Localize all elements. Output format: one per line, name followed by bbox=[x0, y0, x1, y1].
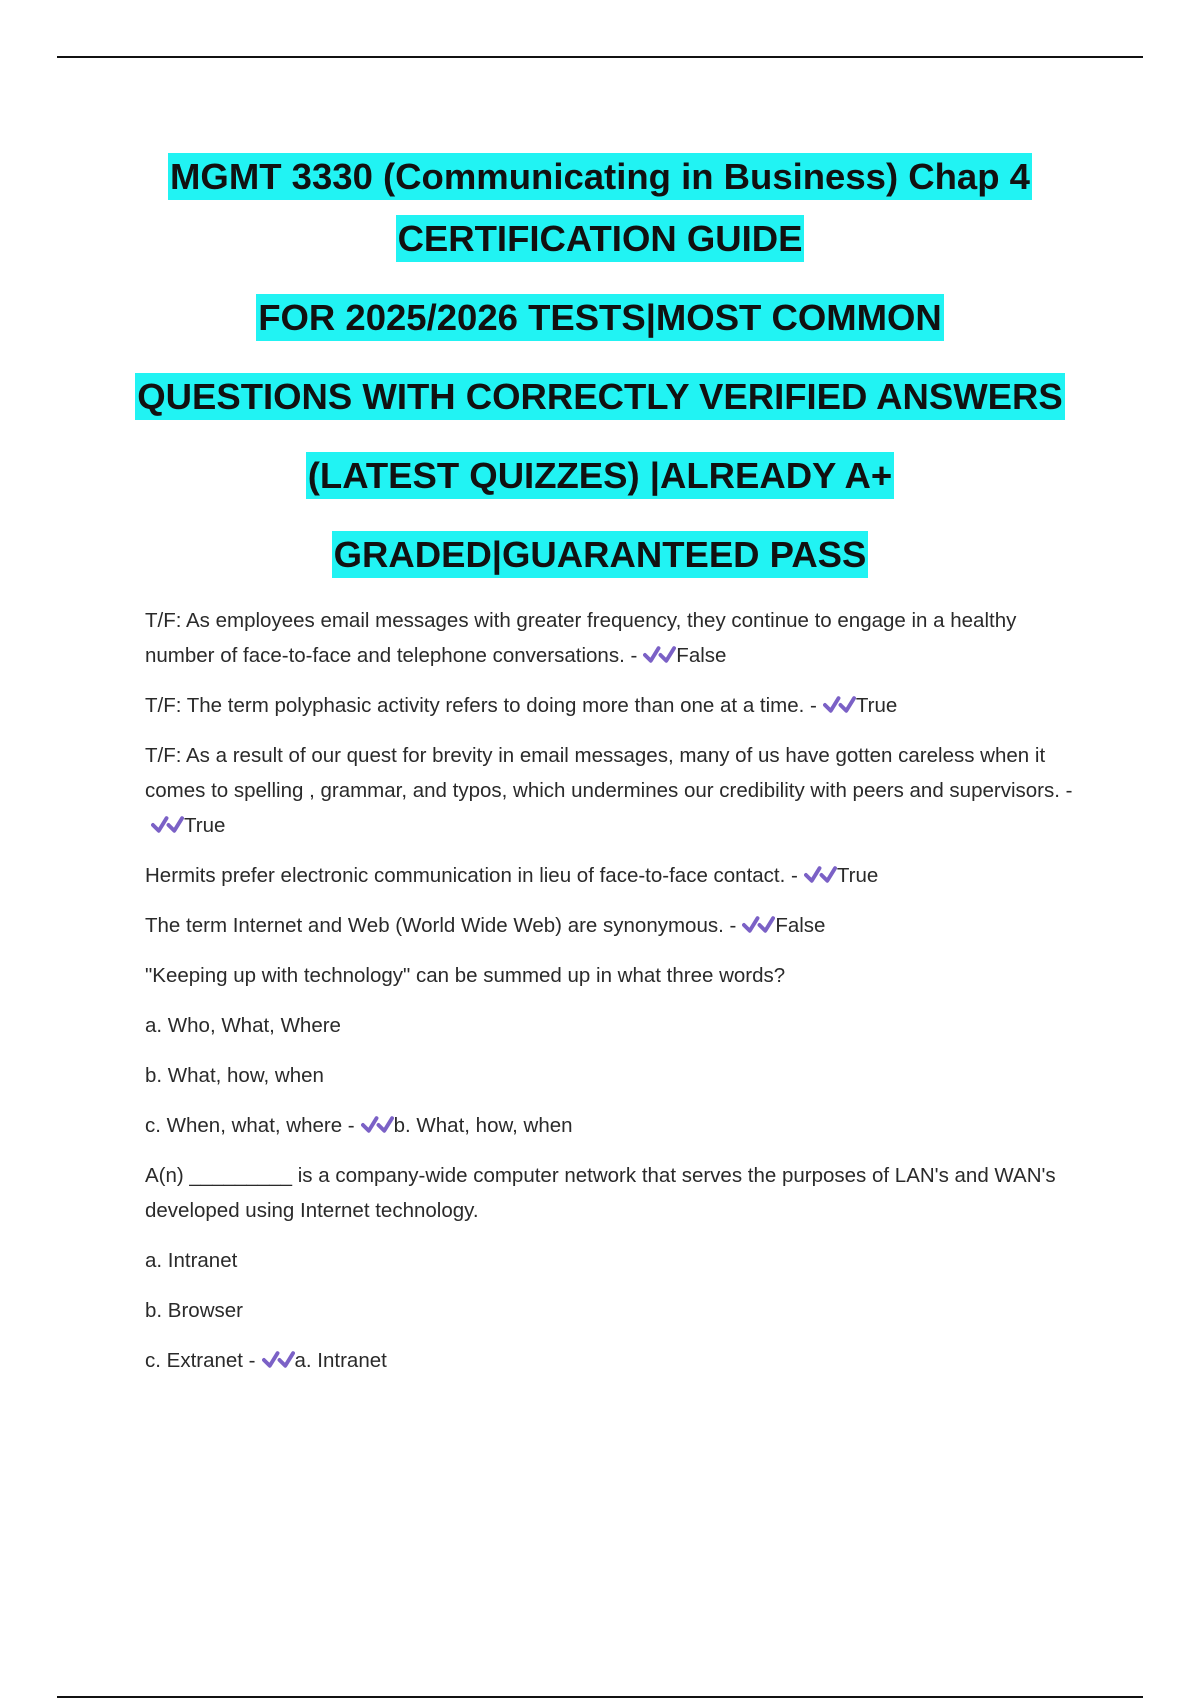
double-check-icon bbox=[643, 642, 676, 666]
question-item bbox=[145, 1293, 1090, 1328]
question-text: "Keeping up with technology" can be summed up in what three words? bbox=[145, 964, 786, 987]
question-text: The term Internet and Web (World Wide Web) are synonymous. - bbox=[145, 914, 737, 937]
question-text: a. Who, What, Where bbox=[145, 1014, 341, 1037]
question-text: c. Extranet - bbox=[145, 1349, 256, 1372]
title-line-1: MGMT 3330 (Communicating in Business) Chap 4 bbox=[0, 146, 1200, 208]
question-text: b. What, how, when bbox=[145, 1064, 324, 1087]
question-text: b. Browser bbox=[145, 1299, 243, 1322]
double-check-icon bbox=[361, 1112, 394, 1136]
question-list bbox=[145, 603, 1090, 1378]
question-item bbox=[145, 1243, 1090, 1278]
title-line-2: CERTIFICATION GUIDE bbox=[0, 208, 1200, 270]
question-item bbox=[145, 688, 1090, 723]
question-text: Hermits prefer electronic communication in lieu of face-to-face contact. - bbox=[145, 864, 798, 887]
double-check-icon bbox=[804, 862, 837, 886]
question-item bbox=[145, 1058, 1090, 1093]
question-item bbox=[145, 858, 1090, 893]
bottom-rule bbox=[57, 1696, 1143, 1698]
question-text: T/F: As a result of our quest for brevity in email messages, many of us have gotten careless when it comes to spelling , grammar, and typos, which undermines our credibility with peers and supervisors. - bbox=[145, 744, 1073, 802]
question-item bbox=[145, 1108, 1090, 1143]
double-check-icon bbox=[151, 812, 184, 836]
title-line-3: FOR 2025/2026 TESTS|MOST COMMON bbox=[0, 287, 1200, 349]
answer-text: a. Intranet bbox=[294, 1349, 387, 1372]
top-rule bbox=[57, 56, 1143, 58]
question-text: T/F: The term polyphasic activity refers to doing more than one at a time. - bbox=[145, 694, 817, 717]
question-item bbox=[145, 908, 1090, 943]
question-item bbox=[145, 603, 1090, 673]
title-line-5: (LATEST QUIZZES) |ALREADY A+ bbox=[0, 445, 1200, 507]
question-text: A(n) _________ is a company-wide computer network that serves the purposes of LAN's and WAN's developed using Internet technology. bbox=[145, 1164, 1056, 1222]
double-check-icon bbox=[823, 692, 856, 716]
answer-text: True bbox=[855, 694, 898, 717]
question-text: a. Intranet bbox=[145, 1249, 238, 1272]
title-line-6: GRADED|GUARANTEED PASS bbox=[0, 524, 1200, 586]
question-text: c. When, what, where - bbox=[145, 1114, 355, 1137]
question-item bbox=[145, 1343, 1090, 1378]
answer-text: b. What, how, when bbox=[393, 1114, 573, 1137]
answer-text: True bbox=[836, 864, 879, 887]
answer-text: False bbox=[676, 644, 727, 667]
answer-text: True bbox=[184, 814, 226, 837]
question-item bbox=[145, 738, 1090, 843]
title-line-4: QUESTIONS WITH CORRECTLY VERIFIED ANSWERS bbox=[0, 366, 1200, 428]
answer-text: False bbox=[775, 914, 826, 937]
question-item bbox=[145, 958, 1090, 993]
question-item bbox=[145, 1158, 1090, 1228]
double-check-icon bbox=[742, 912, 775, 936]
double-check-icon bbox=[262, 1347, 295, 1371]
question-text: T/F: As employees email messages with greater frequency, they continue to engage in a healthy number of face-to-face and telephone conversations. - bbox=[145, 609, 1017, 667]
document-title bbox=[0, 146, 1200, 586]
question-item bbox=[145, 1008, 1090, 1043]
